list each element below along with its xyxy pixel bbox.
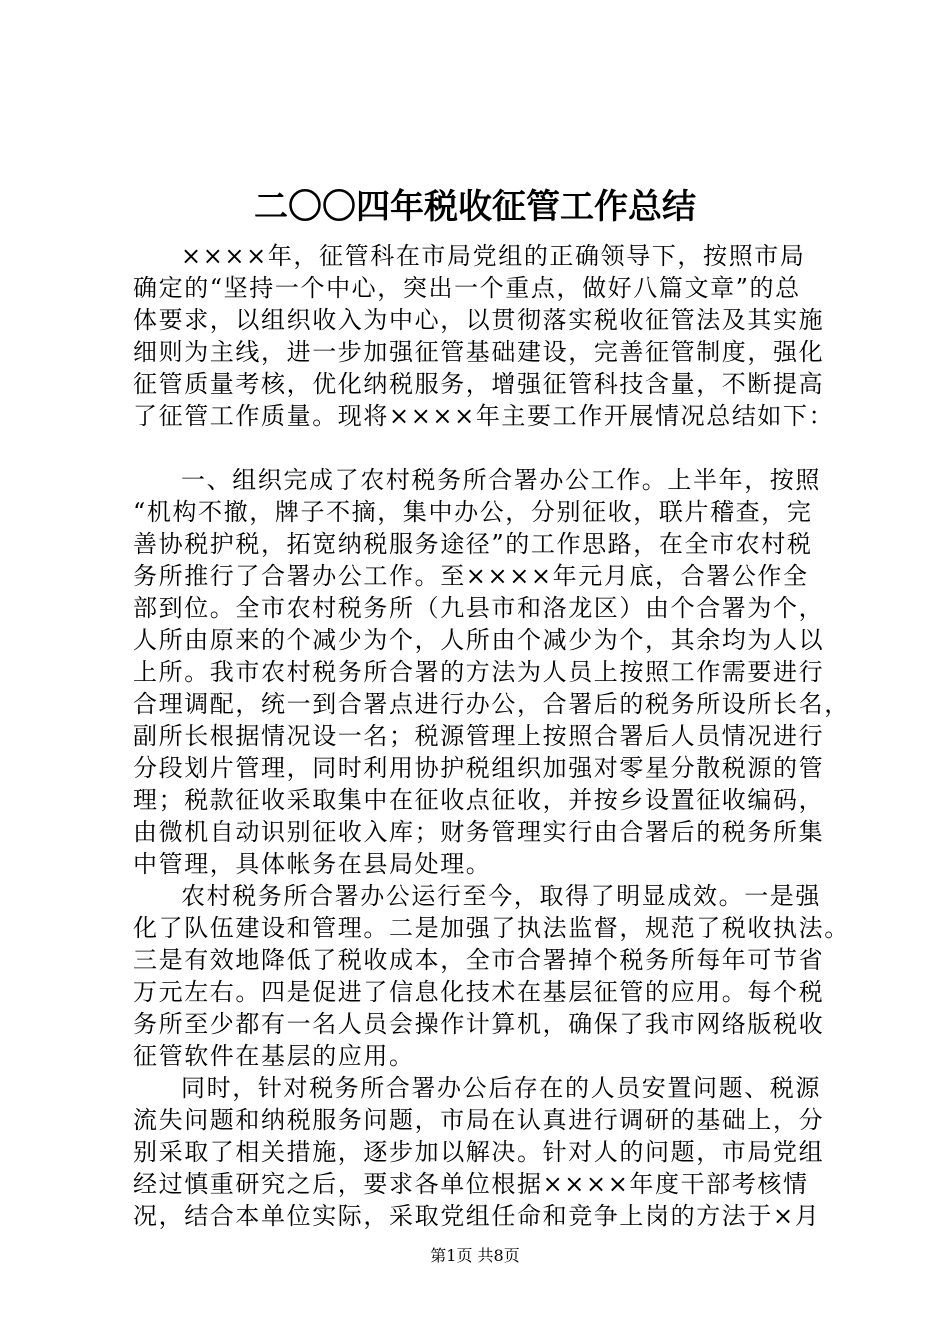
- paragraph-line: 一、组织完成了农村税务所合署办公工作。上半年，按照: [181, 466, 821, 494]
- paragraph-gap: [133, 432, 825, 464]
- paragraph-line: 流失问题和纳税服务问题，市局在认真进行调研的基础上，分: [133, 1106, 825, 1134]
- paragraph-line: 了征管工作质量。现将××××年主要工作开展情况总结如下：: [133, 402, 835, 430]
- document-title: 二〇〇四年税收征管工作总结: [254, 187, 696, 227]
- paragraph-line: 三是有效地降低了税收成本，全市合署掉个税务所每年可节省: [133, 946, 825, 974]
- intro-paragraph: [133, 240, 835, 432]
- paragraph-line: 细则为主线，进一步加强征管基础建设，完善征管制度，强化: [133, 338, 825, 366]
- paragraph-line: 别采取了相关措施，逐步加以解决。针对人的问题，市局党组: [133, 1138, 825, 1166]
- paragraph-line: 化了队伍建设和管理。二是加强了执法监督，规范了税收执法。: [133, 914, 850, 942]
- section-3-paragraph: [133, 1072, 825, 1232]
- paragraph-line: 上所。我市农村税务所合署的方法为人员上按照工作需要进行: [133, 658, 825, 686]
- page-number-footer: 第1页 共8页: [430, 1246, 520, 1265]
- paragraph-line: 万元左右。四是促进了信息化技术在基层征管的应用。每个税: [133, 978, 825, 1006]
- paragraph-line: 同时，针对税务所合署办公后存在的人员安置问题、税源: [181, 1074, 821, 1102]
- paragraph-line: 善协税护税，拓宽纳税服务途径”的工作思路，在全市农村税: [133, 530, 813, 558]
- paragraph-line: 农村税务所合署办公运行至今，取得了明显成效。一是强: [181, 882, 821, 910]
- paragraph-line: ××××年，征管科在市局党组的正确领导下，按照市局: [181, 242, 806, 270]
- document-body: [133, 240, 850, 1232]
- paragraph-line: 人所由原来的个减少为个，人所由个减少为个，其余均为人以: [133, 626, 825, 654]
- paragraph-line: “机构不撤，牌子不摘，集中办公，分别征收，联片稽查，完: [133, 498, 813, 526]
- paragraph-line: 副所长根据情况设一名；税源管理上按照合署后人员情况进行: [133, 722, 825, 750]
- paragraph-line: 务所至少都有一名人员会操作计算机，确保了我市网络版税收: [133, 1010, 825, 1038]
- paragraph-line: 征管质量考核，优化纳税服务，增强征管科技含量，不断提高: [133, 370, 825, 398]
- paragraph-line: 部到位。全市农村税务所（九县市和洛龙区）由个合署为个，: [133, 594, 825, 622]
- paragraph-line: 中管理，具体帐务在县局处理。: [133, 850, 492, 878]
- paragraph-line: 经过慎重研究之后，要求各单位根据××××年度干部考核情: [133, 1170, 809, 1198]
- paragraph-line: 况，结合本单位实际，采取党组任命和竞争上岗的方法于×月: [133, 1202, 821, 1230]
- paragraph-line: 确定的“坚持一个中心，突出一个重点，做好八篇文章”的总: [133, 274, 801, 302]
- paragraph-line: 务所推行了合署办公工作。至××××年元月底，合署公作全: [133, 562, 809, 590]
- paragraph-line: 由微机自动识别征收入库；财务管理实行由合署后的税务所集: [133, 818, 825, 846]
- paragraph-line: 分段划片管理，同时利用协护税组织加强对零星分散税源的管: [133, 754, 825, 782]
- paragraph-line: 合理调配，统一到合署点进行办公，合署后的税务所设所长名，: [133, 690, 850, 718]
- section-1-paragraph: [133, 464, 850, 880]
- paragraph-line: 理；税款征收采取集中在征收点征收，并按乡设置征收编码，: [133, 786, 825, 814]
- paragraph-line: 征管软件在基层的应用。: [133, 1042, 415, 1070]
- paragraph-line: 体要求，以组织收入为中心，以贯彻落实税收征管法及其实施: [133, 306, 825, 334]
- section-2-paragraph: [133, 880, 850, 1072]
